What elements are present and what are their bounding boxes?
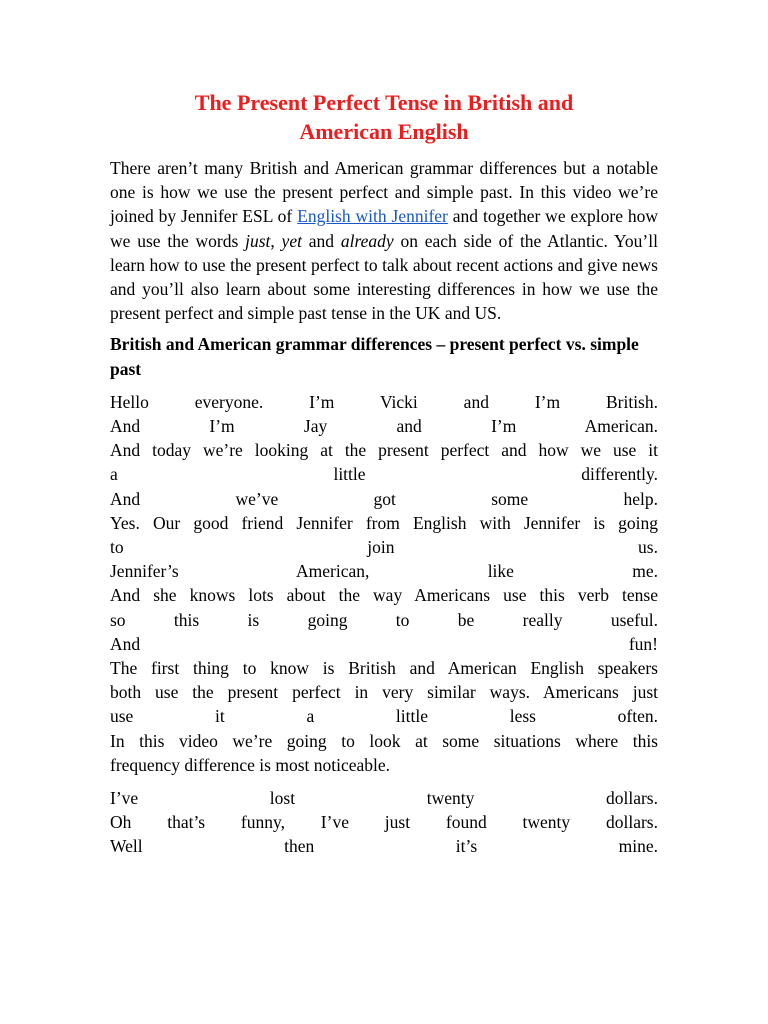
dialogue-block (110, 390, 658, 777)
dialogue-line: to join us. (110, 537, 658, 558)
example-line: Well then it’s mine. (110, 836, 658, 857)
dialogue-line: Hello everyone. I’m Vicki and I’m British. (110, 391, 658, 412)
dialogue-line: In this video we’re going to look at some situations where this (110, 730, 658, 751)
intro-text-1: There aren’t many British and American grammar differences but a notable one is how we use the present perfect and simple past. In this video we’re joined by Jennifer ESL of (110, 158, 658, 227)
dialogue-line: so this is going to be really useful. (110, 609, 658, 630)
dialogue-line: Yes. Our good friend Jennifer from English with Jennifer is going (110, 512, 658, 533)
intro-paragraph (110, 156, 658, 325)
dialogue-line: both use the present perfect in very similar ways. Americans just (110, 682, 658, 703)
dialogue-line: And I’m Jay and I’m American. (110, 416, 658, 437)
dialogue-line: a little differently. (110, 464, 658, 485)
title-line-1: The Present Perfect Tense in British and (194, 90, 574, 115)
intro-em-yet: yet (281, 230, 302, 251)
intro-text-3: and (301, 230, 341, 251)
dialogue-line: And we’ve got some help. (110, 488, 658, 509)
intro-em-already: already (340, 230, 394, 251)
example-block (110, 786, 658, 859)
english-with-jennifer-link[interactable]: English with Jennifer (297, 206, 448, 227)
page-title (110, 88, 658, 146)
intro-sep: , (270, 230, 282, 251)
dialogue-line: frequency difference is most noticeable. (110, 754, 391, 775)
dialogue-line: Jennifer’s American, like me. (110, 561, 658, 582)
intro-text-4: on each side of the Atlantic. You’ll learn how to use the present perfect to talk about recent actions and give news and you’ll also learn about some interesting differences in how we use the present perfect and simple past tense in the UK and US. (110, 230, 658, 324)
dialogue-line: use it a little less often. (110, 706, 658, 727)
intro-em-just: just (245, 230, 271, 251)
example-line: I’ve lost twenty dollars. (110, 788, 658, 809)
dialogue-line: And fun! (110, 633, 658, 654)
example-line: Oh that’s funny, I’ve just found twenty dollars. (110, 812, 658, 833)
section-heading: British and American grammar differences – present perfect vs. simple past (110, 334, 639, 379)
intro-text-2: and together we explore how we use the words (110, 206, 658, 251)
dialogue-line: And she knows lots about the way Americans use this verb tense (110, 585, 658, 606)
dialogue-line: And today we’re looking at the present perfect and how we use it (110, 440, 658, 461)
dialogue-line: The first thing to know is British and American English speakers (110, 658, 658, 679)
title-line-2: American English (299, 119, 469, 144)
